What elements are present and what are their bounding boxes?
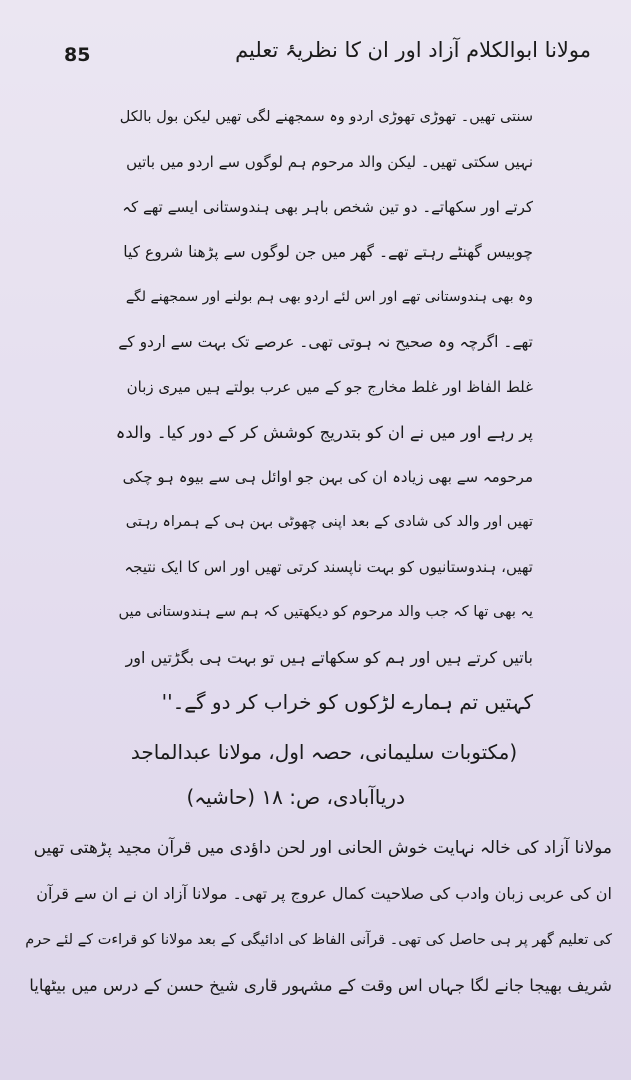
page-number: 85: [64, 44, 91, 66]
quote-line: باتیں کرتے ہیں اور ہم کو سکھاتے ہیں تو بہت ہی بگڑتیں اور: [125, 648, 533, 667]
paragraph-line: کی تعلیم گھر پر ہی حاصل کی تھی۔ قرآنی الفاظ کی ادائیگی کے بعد مولانا کو قراءت کے لئے حرم: [25, 932, 612, 948]
body-paragraph: [22, 825, 612, 1009]
paragraph-line: مولانا آزاد کی خالہ نہایت خوش الحانی اور لحن داؤدی میں قرآن مجید پڑھتی تھیں: [33, 838, 612, 858]
quote-line: نہیں سکتی تھیں۔ لیکن والد مرحوم ہم لوگوں سے اردو میں باتیں: [126, 153, 533, 171]
running-title: مولانا ابوالکلام آزاد اور ان کا نظریۂ تعلیم: [235, 38, 591, 62]
quote-line: یہ بھی تھا کہ جب والد مرحوم کو دیکھتیں کہ ہم سے ہندوستانی میں: [118, 604, 533, 620]
paragraph-line: شریف بھیجا جانے لگا جہاں اس وقت کے مشہور قاری شیخ حسن کے درس میں بیٹھایا: [29, 976, 612, 995]
quoted-passage: [115, 95, 533, 725]
quote-line: وہ بھی ہندوستانی تھے اور اس لئے اردو بھی ہم بولنے اور سمجھنے لگے: [125, 289, 533, 305]
page-header: [30, 30, 601, 74]
quote-line: غلط الفاظ اور غلط مخارج جو کے میں عرب بولتے ہیں میری زبان: [126, 378, 533, 396]
paragraph-line: ان کی عربی زبان وادب کی صلاحیت کمال عروج پر تھی۔ مولانا آزاد ان نے ان سے قرآن: [36, 884, 612, 903]
quote-line: چوبیس گھنٹے رہتے تھے۔ گھر میں جن لوگوں سے پڑھنا شروع کیا: [123, 243, 533, 261]
citation-line: دریاآبادی، ص: ۱۸ (حاشیہ): [186, 785, 405, 809]
citation: [115, 730, 533, 820]
citation-line: (مکتوبات سلیمانی، حصہ اول، مولانا عبدالماجد: [130, 740, 518, 764]
quote-line: تھے۔ اگرچہ وہ صحیح نہ ہوتی تھی۔ عرصے تک بہت سے اردو کے: [118, 333, 533, 351]
quote-line: کہتیں تم ہمارے لڑکوں کو خراب کر دو گے۔'': [161, 690, 533, 714]
quote-line: تھیں، ہندوستانیوں کو بہت ناپسند کرتی تھیں اور اس کا ایک نتیجہ: [124, 558, 533, 576]
quote-line: پر رہے اور میں نے ان کو بتدریج کوشش کر کے دور کیا۔ والدہ: [115, 423, 533, 442]
quote-line: سنتی تھیں۔ تھوڑی تھوڑی اردو وہ سمجھنے لگی تھیں لیکن بول بالکل: [119, 109, 533, 125]
quote-line: کرتے اور سکھاتے۔ دو تین شخص باہر بھی ہندوستانی ایسے تھے کہ: [122, 198, 533, 216]
quote-line: مرحومہ سے بھی زیادہ ان کی بہن جو اوائل ہی سے بیوہ ہو چکی: [122, 468, 533, 486]
quote-line: تھیں اور والد کی شادی کے بعد اپنی چھوٹی بہن ہی کے ہمراہ رہتی: [125, 514, 533, 530]
